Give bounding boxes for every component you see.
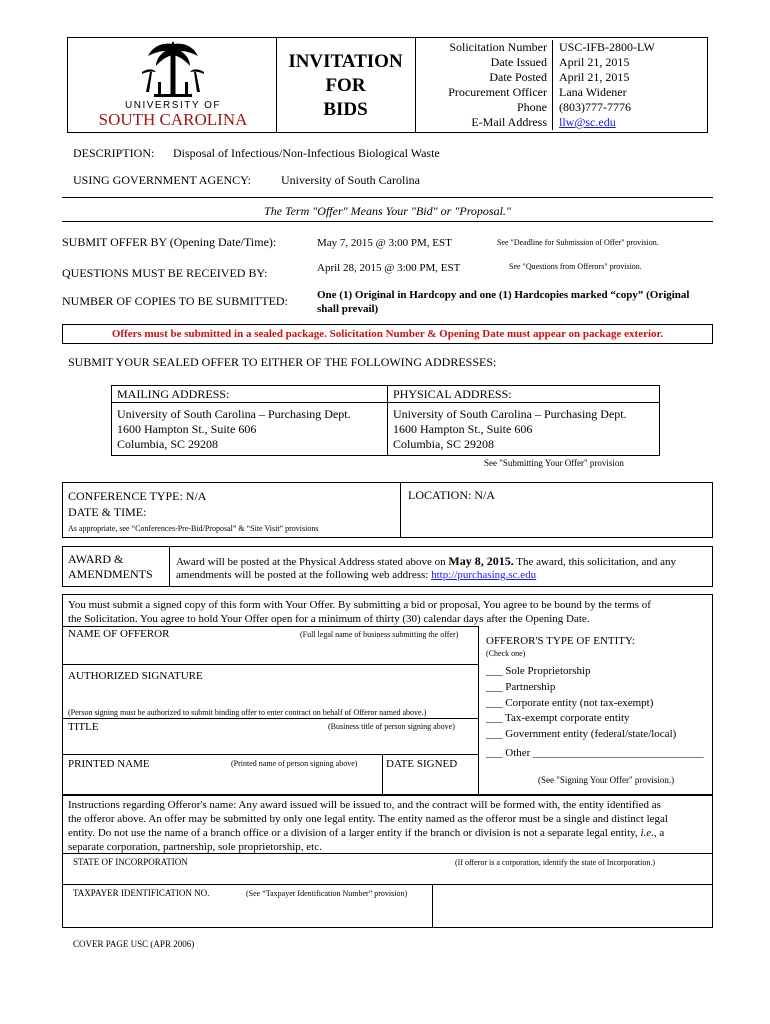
title-line-2: FOR (325, 75, 366, 96)
instructions-line-3a: entity. Do not use the name of a branch office or a division of a larger entity if the branch or division is not a separate legal entity, (68, 827, 641, 839)
title-top (62, 718, 478, 719)
title-line-3: BIDS (323, 99, 368, 120)
info-value-procurement-officer: Lana Widener (559, 85, 627, 99)
conference-location: LOCATION: N/A (408, 488, 495, 502)
instructions-line-3b: , a (653, 827, 665, 839)
copies-label: NUMBER OF COPIES TO BE SUBMITTED: (62, 294, 288, 308)
title-label: TITLE (68, 721, 99, 733)
printed-name-label: PRINTED NAME (68, 758, 150, 770)
description-label: DESCRIPTION: (73, 146, 155, 160)
info-label-phone: Phone (517, 100, 547, 114)
logo-text-university-of: UNIVERSITY OF (125, 100, 221, 111)
offeror-intro-2: the Solicitation. You agree to hold Your Offer open for a minimum of thirty (30) calendar days after the Opening Date. (68, 613, 590, 625)
info-label-procurement-officer: Procurement Officer (448, 85, 547, 99)
conference-note: As appropriate, see “Conferences-Pre-Bid/Proposal” & “Site Visit” provisions (68, 524, 319, 533)
entity-option-sole-proprietorship[interactable]: ___ Sole Proprietorship (486, 665, 591, 677)
award-text-line-1 (176, 554, 710, 569)
authorized-signature-label: AUTHORIZED SIGNATURE (68, 670, 203, 682)
addresses-heading: SUBMIT YOUR SEALED OFFER TO EITHER OF THE FOLLOWING ADDRESSES: (68, 355, 497, 369)
mailing-line-3: Columbia, SC 29208 (117, 437, 219, 451)
term-line-bottom (62, 221, 713, 222)
printed-name-top (62, 754, 478, 755)
award-divider (169, 546, 170, 587)
sealed-warning: Offers must be submitted in a sealed package. Solicitation Number & Opening Date must appear on package exterior. (111, 328, 664, 340)
taxpayer-divider (432, 884, 433, 928)
mailing-line-2: 1600 Hampton St., Suite 606 (117, 422, 257, 436)
state-of-incorporation-note: (If offeror is a corporation, identify the state of Incorporation.) (455, 858, 655, 867)
questions-note: See "Questions from Offerors" provision. (509, 262, 642, 271)
taxpayer-label: TAXPAYER IDENTIFICATION NO. (73, 888, 210, 898)
logo-text-south-carolina: SOUTH CAROLINA (98, 110, 248, 129)
entity-heading: OFFEROR'S TYPE OF ENTITY: (486, 635, 635, 647)
term-note: The Term "Offer" Means Your "Bid" or "Proposal." (264, 204, 511, 218)
authorized-signature-note: (Person signing must be authorized to submit binding offer to enter contract on behalf of Offeror named above.) (68, 708, 427, 717)
instructions-line-1: Instructions regarding Offeror's name: Any award issued will be issued to, and the contract will be formed with, the entity identified as (68, 799, 661, 811)
taxpayer-top (62, 884, 713, 885)
agency-value: University of South Carolina (281, 173, 420, 187)
physical-line-3: Columbia, SC 29208 (393, 437, 495, 451)
date-signed-label: DATE SIGNED (386, 758, 458, 770)
name-of-offeror-input[interactable] (64, 642, 476, 662)
conference-type: CONFERENCE TYPE: N/A (68, 489, 207, 503)
mailing-label: MAILING ADDRESS: (117, 387, 230, 401)
entity-note: (See "Signing Your Offer" provision.) (538, 775, 675, 785)
entity-check-one: (Check one) (486, 649, 526, 658)
title-note: (Business title of person signing above) (328, 722, 455, 731)
info-label-date-issued: Date Issued (490, 55, 547, 69)
conference-date-time: DATE & TIME: (68, 505, 147, 519)
term-line-top (62, 197, 713, 198)
info-value-date-issued: April 21, 2015 (559, 55, 630, 69)
offeror-right-divider (478, 626, 479, 795)
physical-label: PHYSICAL ADDRESS: (393, 387, 512, 401)
authorized-signature-input[interactable] (64, 684, 476, 704)
info-label-date-posted: Date Posted (489, 70, 547, 84)
mailing-line-1: University of South Carolina – Purchasing Dept. (117, 407, 351, 421)
taxpayer-input[interactable] (64, 902, 430, 926)
printed-name-note: (Printed name of person signing above) (231, 759, 358, 768)
address-divider (387, 385, 388, 456)
title-input[interactable] (64, 734, 476, 752)
info-value-phone: (803)777-7776 (559, 100, 631, 114)
info-divider (552, 40, 553, 130)
physical-line-1: University of South Carolina – Purchasing Dept. (393, 407, 627, 421)
award-text-b: The award, this solicitation, and any (513, 556, 677, 568)
entity-option-government[interactable]: ___ Government entity (federal/state/local) (486, 728, 677, 740)
info-value-date-posted: April 21, 2015 (559, 70, 630, 84)
submit-offer-label: SUBMIT OFFER BY (Opening Date/Time): (62, 235, 277, 249)
instructions-line-2: the offeror above. An offer may be submitted by only one legal entity. The entity named as the offeror must be a single and distinct legal (68, 813, 668, 825)
instructions-ie: i.e. (640, 827, 654, 839)
printed-name-input[interactable] (64, 772, 380, 792)
entity-option-partnership[interactable]: ___ Partnership (486, 681, 556, 693)
award-text-line-2 (176, 568, 710, 582)
name-of-offeror-label: NAME OF OFFEROR (68, 628, 170, 640)
addresses-note: See "Submitting Your Offer" provision (484, 458, 624, 468)
submit-offer-note: See "Deadline for Submission of Offer" provision. (497, 238, 659, 247)
award-label-1: AWARD & (68, 552, 124, 566)
footer-cover-page: COVER PAGE USC (APR 2006) (73, 939, 195, 949)
agency-label: USING GOVERNMENT AGENCY: (73, 173, 252, 187)
questions-label: QUESTIONS MUST BE RECEIVED BY: (62, 266, 268, 280)
award-text-line2: amendments will be posted at the following web address: (176, 569, 432, 581)
entity-option-corporate[interactable]: ___ Corporate entity (not tax-exempt) (486, 697, 654, 709)
taxpayer-note: (See “Taxpayer Identification Number” provision) (246, 889, 408, 898)
submit-offer-value: May 7, 2015 @ 3:00 PM, EST (317, 237, 452, 249)
info-label-email: E-Mail Address (471, 115, 547, 129)
state-of-incorporation-label: STATE OF INCORPORATION (73, 857, 188, 867)
offeror-intro-1: You must submit a signed copy of this form with Your Offer. By submitting a bid or proposal, You agree to be bound by the terms of (68, 599, 651, 611)
state-of-incorporation-input[interactable] (64, 869, 710, 883)
instructions-line-4: separate corporation, partnership, sole proprietorship, etc. (68, 841, 322, 853)
signature-top (62, 664, 478, 665)
date-signed-divider (382, 754, 383, 795)
award-url-link[interactable]: http://purchasing.sc.edu (431, 569, 537, 581)
info-label-solicitation: Solicitation Number (449, 40, 547, 54)
instructions-line-3 (68, 826, 664, 840)
entity-option-tax-exempt[interactable]: ___ Tax-exempt corporate entity (486, 712, 630, 724)
entity-option-other[interactable]: ___ Other _______________________________ (486, 747, 704, 759)
questions-value: April 28, 2015 @ 3:00 PM, EST (317, 262, 461, 274)
conference-divider (400, 482, 401, 538)
award-text-a: Award will be posted at the Physical Address stated above on (176, 556, 449, 568)
info-value-email-link[interactable]: llw@sc.edu (559, 115, 616, 129)
description-value: Disposal of Infectious/Non-Infectious Biological Waste (173, 146, 440, 160)
name-of-offeror-note: (Full legal name of business submitting the offer) (300, 630, 459, 639)
award-date: May 8, 2015. (448, 554, 514, 568)
physical-line-2: 1600 Hampton St., Suite 606 (393, 422, 533, 436)
address-header-line (111, 402, 660, 403)
copies-value: One (1) Original in Hardcopy and one (1) Hardcopies marked “copy” (Original shall prevail) (317, 289, 690, 315)
award-label-2: AMENDMENTS (68, 567, 153, 581)
state-top (62, 853, 713, 854)
title-line-1: INVITATION (288, 51, 403, 72)
date-signed-input[interactable] (384, 772, 476, 792)
info-value-solicitation: USC-IFB-2800-LW (559, 40, 655, 54)
